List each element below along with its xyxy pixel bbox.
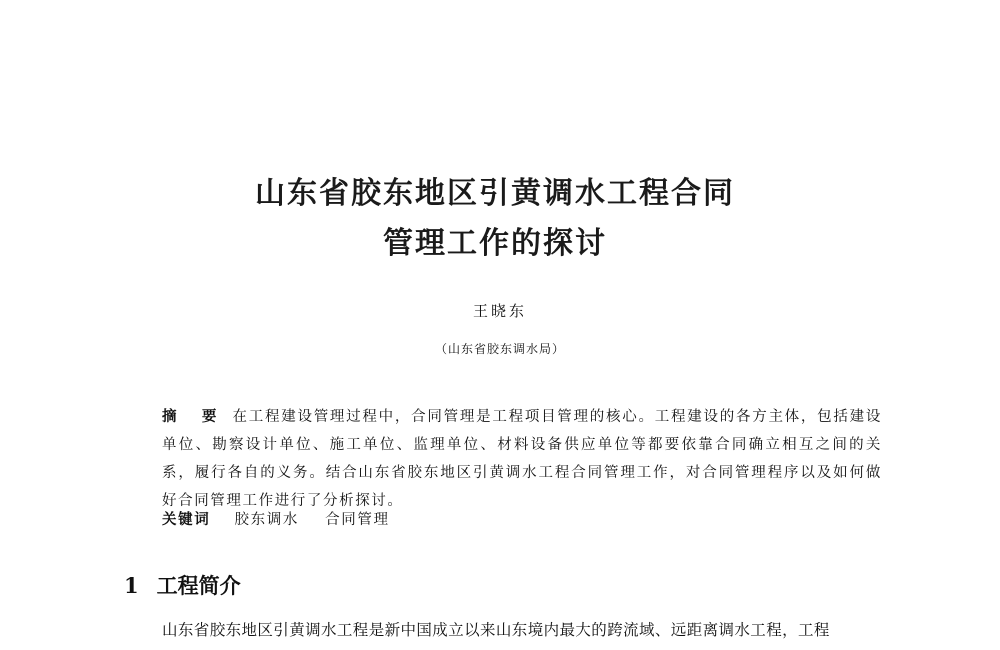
- paper-title-line-2: 管理工作的探讨: [383, 226, 607, 261]
- abstract-text: 在工程建设管理过程中，合同管理是工程项目管理的核心。工程建设的各方主体，包括建设单位、勘察设计单位、施工单位、监理单位、材料设备供应单位等都要依靠合同确立相互之间的关系，履行各自的义务。结合山东省胶东地区引黄调水工程合同管理工作，对合同管理程序以及如何做好合同管理工作进行了分析探讨。: [162, 409, 882, 509]
- section-number: 1: [124, 573, 139, 598]
- paper-title-line-1: 山东省胶东地区引黄调水工程合同: [255, 176, 735, 211]
- author-name: 王晓东: [472, 302, 527, 320]
- keyword-item: 胶东调水: [234, 512, 299, 528]
- keywords-block: [162, 508, 410, 529]
- section-body-text: 山东省胶东地区引黄调水工程是新中国成立以来山东境内最大的跨流域、远距离调水工程，工程: [162, 621, 830, 639]
- keywords-label: 关键词: [162, 512, 211, 528]
- section-title: 工程简介: [156, 573, 241, 598]
- section-heading: [124, 570, 241, 600]
- author-affiliation: （山东省胶东调水局）: [434, 342, 565, 356]
- keyword-item: 合同管理: [325, 512, 390, 528]
- abstract-label: 摘 要: [162, 409, 227, 425]
- abstract-block: [162, 403, 882, 515]
